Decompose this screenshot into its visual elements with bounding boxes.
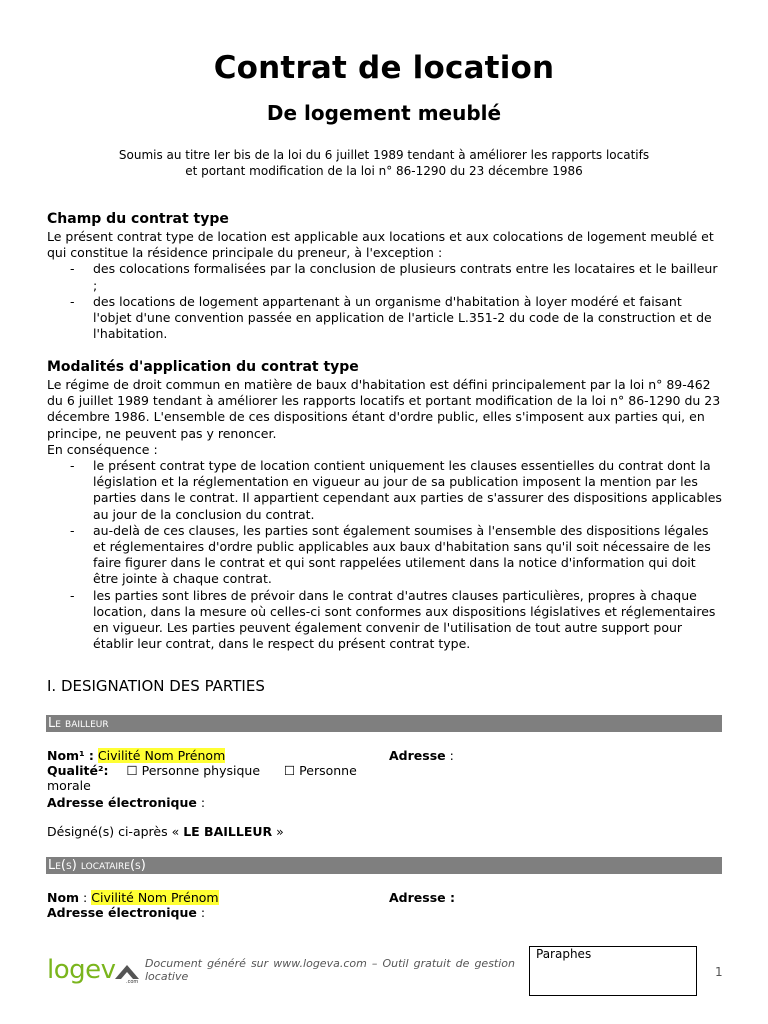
intro-line-1: Soumis au titre Ier bis de la loi du 6 juillet 1989 tendant à améliorer les rapports locatifs	[118, 148, 650, 162]
personne-physique-checkbox[interactable]: ☐ Personne physique	[126, 763, 261, 778]
bailleur-nom-label: Nom¹ :	[47, 748, 94, 763]
locataire-email-label: Adresse électronique	[47, 905, 197, 920]
champ-section	[47, 229, 723, 342]
designation-title: I. DESIGNATION DES PARTIES	[47, 677, 265, 695]
dash-bullet: -	[70, 261, 75, 277]
modalites-body: Le régime de droit commun en matière de baux d'habitation est défini principalement par la loi n° 89-462 du 6 juillet 1989 tendant à améliorer les rapports locatifs et portant modification de la loi n° 86-1290 du 23 décembre 1986. L'ensemble de ces dispositions étant d'ordre public, elles s'imposent aux parties qui, en principe, ne peuvent pas y renoncer.	[47, 377, 721, 441]
personne-morale-continuation: morale	[47, 778, 91, 793]
list-item: - des locations de logement appartenant à un organisme d'habitation à loyer modéré et faisant l'objet d'une convention passée en application de l'article L.351-2 du code de la construction et de l'habitation.	[70, 293, 712, 342]
dash-bullet: -	[70, 293, 75, 309]
footer-text: Document généré sur www.logeva.com – Outil gratuit de gestion locative	[145, 957, 515, 983]
bailleur-qualite-field	[47, 763, 377, 793]
document-subtitle: De logement meublé	[266, 101, 502, 125]
bailleur-nom-field	[47, 748, 225, 763]
locataire-adresse-label: Adresse :	[389, 890, 455, 905]
page-number: 1	[715, 965, 723, 979]
locataire-nom-value[interactable]: Civilité Nom Prénom	[91, 890, 219, 905]
locataire-nom-label: Nom	[47, 890, 80, 905]
bailleur-email-field: Adresse électronique :	[47, 795, 206, 810]
locataire-adresse-field	[389, 890, 455, 905]
list-item: - les parties sont libres de prévoir dans le contrat d'autres clauses particulières, propres à chaque location, dans la mesure où celles-ci sont conformes aux dispositions législatives et réglementaires en vigueur. Les parties peuvent également convenir de l'utilisation de tout autre support pour établir leur contrat, dans le respect du présent contrat type.	[70, 587, 716, 652]
list-item: - au-delà de ces clauses, les parties sont également soumises à l'ensemble des dispositions légales et réglementaires d'ordre public applicables aux baux d'habitation sans qu'il soit nécessaire de les faire figurer dans le contrat et qui sont rappelées utilement dans la notice d'information qui doit être jointe à chaque contrat.	[70, 522, 711, 587]
logo-roof-icon	[115, 963, 139, 979]
modalites-lead: En conséquence :	[47, 441, 158, 457]
modalites-heading: Modalités d'application du contrat type	[47, 359, 359, 375]
dash-bullet: -	[70, 458, 75, 474]
logeva-logo	[47, 955, 137, 985]
dash-bullet: -	[70, 522, 75, 538]
locataire-nom-field: Nom : Civilité Nom Prénom	[47, 890, 219, 905]
bailleur-adresse-label: Adresse	[389, 748, 446, 763]
bailleur-qualite-label: Qualité²:	[47, 763, 109, 778]
bailleur-designation: Désigné(s) ci-après « LE BAILLEUR »	[47, 824, 284, 839]
list-item: - des colocations formalisées par la conclusion de plusieurs contrats entre les locataires et le bailleur ;	[70, 261, 718, 293]
paraphes-box	[529, 946, 697, 996]
modalites-list	[47, 458, 723, 652]
locataire-band: Le(s) locataire(s)	[46, 857, 722, 874]
modalites-section	[47, 377, 723, 652]
paraphes-label: Paraphes	[536, 947, 592, 961]
intro-text	[60, 147, 708, 179]
personne-morale-checkbox[interactable]: ☐ Personne	[284, 763, 357, 778]
bailleur-role-name: LE BAILLEUR	[183, 824, 273, 839]
document-title: Contrat de location	[213, 50, 555, 86]
bailleur-nom-value[interactable]: Civilité Nom Prénom	[97, 748, 226, 763]
dash-bullet: -	[70, 587, 75, 603]
logo-subtext: .com	[126, 979, 139, 985]
locataire-email-field: Adresse électronique :	[47, 905, 206, 920]
champ-body: Le présent contrat type de location est applicable aux locations et aux colocations de logement meublé et qui constitue la résidence principale du preneur, à l'exception :	[47, 229, 714, 261]
bailleur-adresse-field: Adresse :	[389, 748, 454, 763]
bailleur-band: Le bailleur	[46, 715, 722, 732]
bailleur-email-label: Adresse électronique	[47, 795, 197, 810]
list-item: - le présent contrat type de location contient uniquement les clauses essentielles du contrat dont la législation et la réglementation en vigueur au jour de sa publication imposent la mention par les parties dans le contrat. Il appartient cependant aux parties de s'assurer des dispositions applicables au jour de la conclusion du contrat.	[70, 458, 722, 522]
champ-heading: Champ du contrat type	[47, 211, 229, 227]
logo-text: logev	[47, 955, 116, 985]
intro-line-2: et portant modification de la loi n° 86-1290 du 23 décembre 1986	[185, 164, 583, 178]
champ-list	[47, 261, 723, 342]
